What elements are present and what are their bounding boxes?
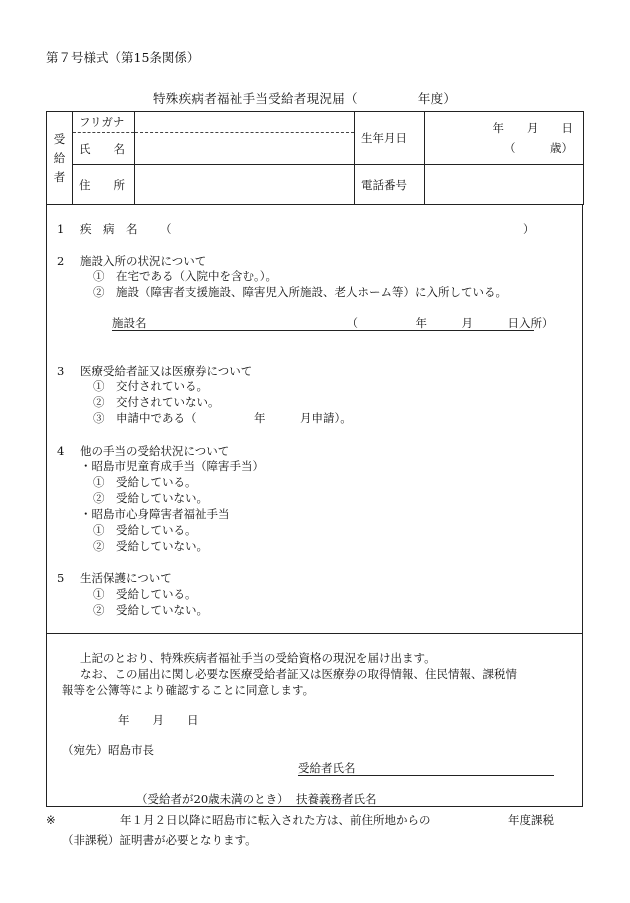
form-title [153,92,456,106]
birthdate-field[interactable] [425,112,584,165]
disease-field[interactable] [180,219,520,237]
birthdate-format: 年 月 日 [492,121,573,135]
facility-name-row[interactable] [112,316,554,331]
recipient-label: 受 給 者 [47,112,73,205]
age-format: （ 歳） [504,141,573,155]
addressee: （宛先）昭島市長 [62,743,154,757]
name-label: 氏 名 [73,133,135,165]
welfare-option-2[interactable]: ② 受給していない。 [93,603,208,617]
recipient-signature-label: 受給者氏名 [298,761,356,775]
section-5-number: 5 [57,571,65,585]
declaration-date[interactable]: 年 月 日 [118,713,199,727]
declaration-text-1: 上記のとおり、特殊疾病者福祉手当の受給資格の現況を届け出ます。 [80,651,436,665]
note-line-1: 年１月２日以降に昭島市に転入された方は、前住所地からの [120,813,431,827]
address-field[interactable] [135,165,355,205]
title-main: 特殊疾病者福祉手当受給者現況届（ [153,91,358,106]
section-3-heading: 医療受給者証又は医療券について [80,364,253,378]
section-2-number: 2 [57,254,65,268]
furigana-label: フリガナ [73,112,135,133]
allowance-group-1-option-1[interactable]: ① 受給している。 [93,475,197,489]
form-id: 第７号様式（第15条関係） [46,50,200,65]
furigana-field[interactable] [135,112,355,133]
section-3-number: 3 [57,364,65,378]
note-mark: ※ [46,813,56,827]
disease-open-paren: （ [160,222,172,236]
facility-option-1[interactable]: ① 在宅である（入院中を含む。）。 [93,269,277,283]
declaration-text-2b: 報等を公簿等により確認することに同意します。 [62,683,315,697]
disease-close-paren: ） [523,222,535,236]
recipient-info-table [46,111,584,205]
allowance-group-1-name: ・昭島市児童育成手当（障害手当） [80,459,264,473]
guardian-signature-label: 扶養義務者氏名 [296,792,377,806]
facility-option-2[interactable]: ② 施設（障害者支援施設、障害児入所施設、老人ホーム等）に入所している。 [93,285,507,299]
welfare-option-1[interactable]: ① 受給している。 [93,587,197,601]
phone-label: 電話番号 [355,165,425,205]
medical-option-2[interactable]: ② 交付されていない。 [93,395,220,409]
title-year-field[interactable]: 年度） [417,91,457,106]
phone-field[interactable] [425,165,584,205]
admission-date-format: （ 年 月 日入所） [346,316,554,330]
disease-label: 疾 病 名 [80,222,138,236]
recipient-signature-row[interactable] [298,762,554,776]
name-field[interactable] [135,133,355,165]
allowance-group-2-option-1[interactable]: ① 受給している。 [93,523,197,537]
section-1-number: 1 [57,222,65,236]
declaration-text-2a: なお、この届出に関し必要な医療受給者証又は医療券の取得情報、住民情報、課税情 [80,667,517,681]
guardian-prefix: （受給者が20歳未満のとき） [136,792,289,806]
allowance-group-2-option-2[interactable]: ② 受給していない。 [93,539,208,553]
guardian-signature-row[interactable] [296,793,552,807]
birthdate-label: 生年月日 [355,112,425,165]
section-2-heading: 施設入所の状況について [80,254,207,268]
section-5-heading: 生活保護について [80,571,172,585]
note-line-2: （非課税）証明書が必要となります。 [62,833,257,847]
medical-option-3[interactable]: ③ 申請中である（ 年 月申請）。 [93,411,352,425]
medical-option-1[interactable]: ① 交付されている。 [93,379,208,393]
note-line-1-tail: 年度課税 [508,813,554,827]
section-4-heading: 他の手当の受給状況について [80,444,230,458]
section-4-number: 4 [57,444,65,458]
allowance-group-1-option-2[interactable]: ② 受給していない。 [93,491,208,505]
facility-name-label: 施設名 [112,316,147,330]
allowance-group-2-name: ・昭島市心身障害者福祉手当 [80,507,230,521]
address-label: 住 所 [73,165,135,205]
